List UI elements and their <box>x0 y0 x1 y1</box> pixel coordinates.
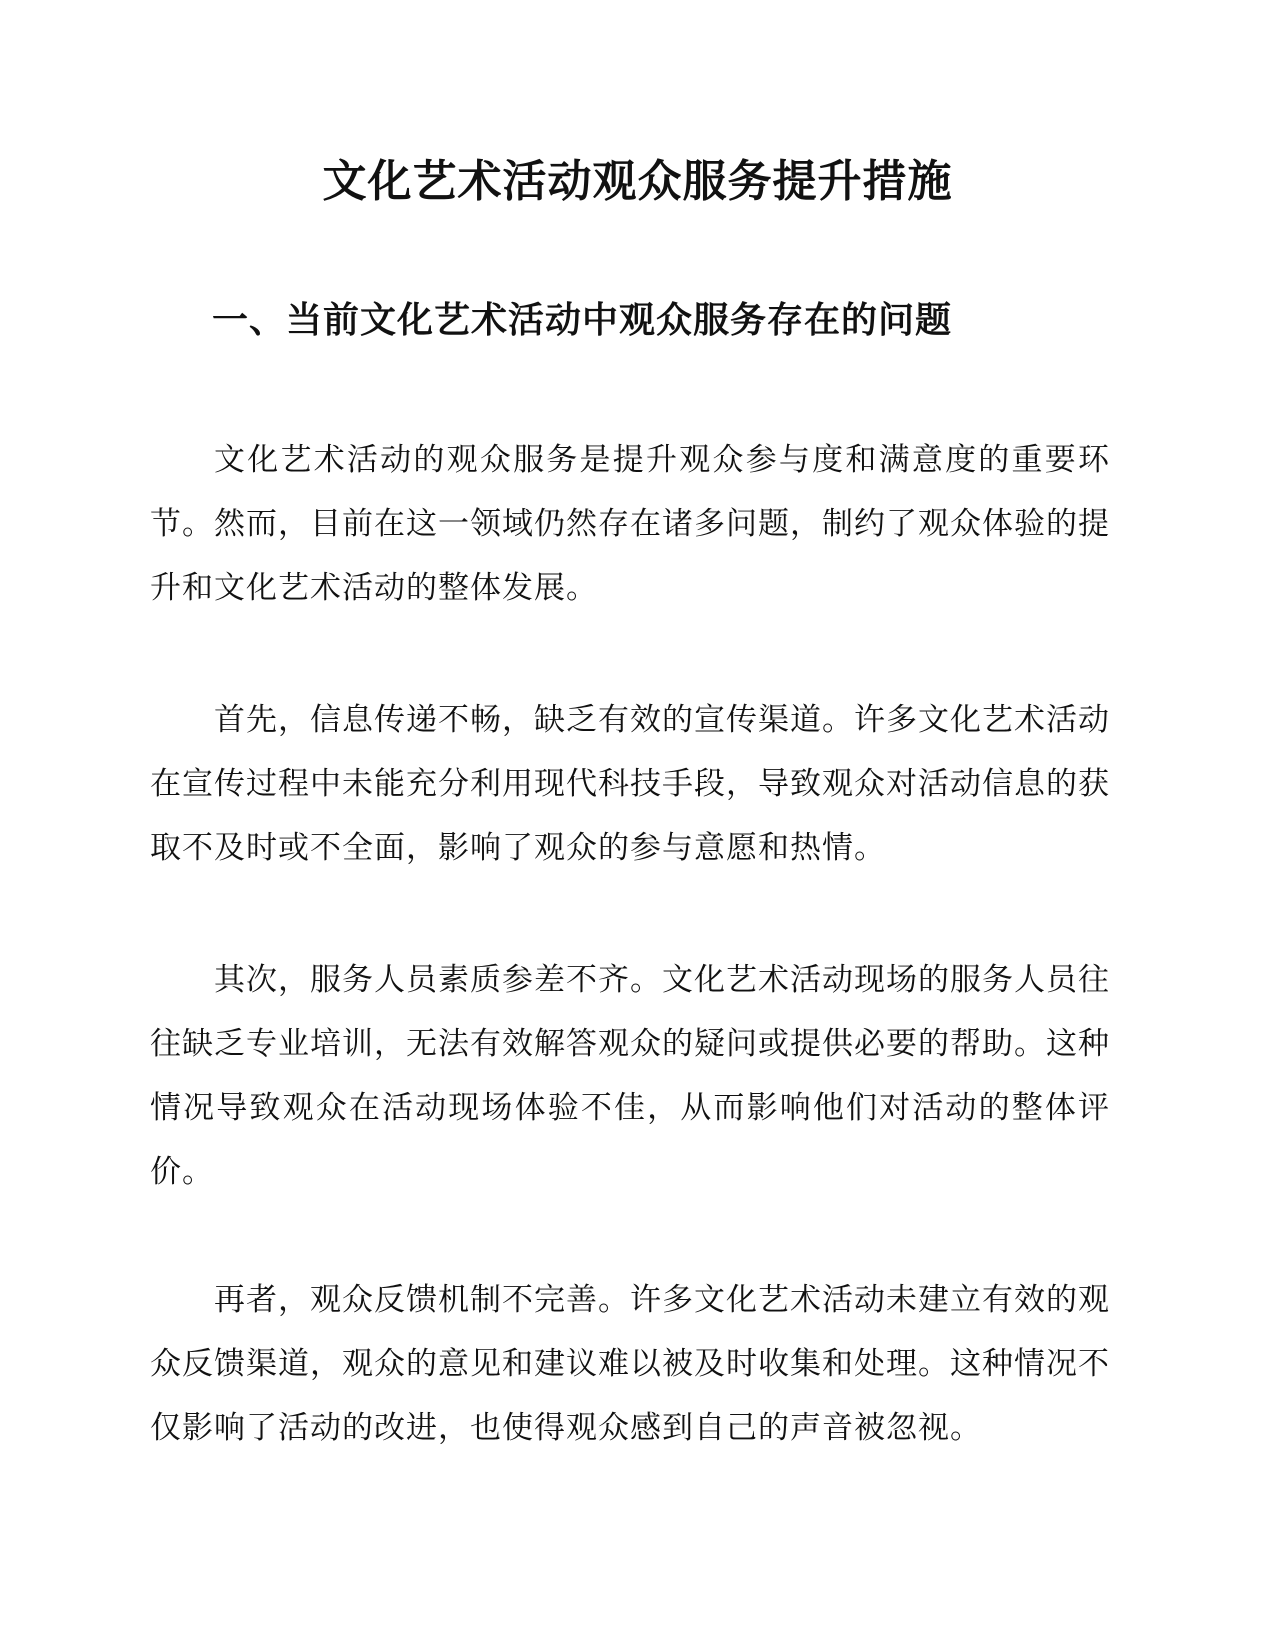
paragraph-feedback: 再者，观众反馈机制不完善。许多文化艺术活动未建立有效的观众反馈渠道，观众的意见和建议难以被及时收集和处理。这种情况不仅影响了活动的改进，也使得观众感到自己的声音被忽视。 <box>150 1282 1110 1446</box>
paragraph-information: 首先，信息传递不畅，缺乏有效的宣传渠道。许多文化艺术活动在宣传过程中未能充分利用现代科技手段，导致观众对活动信息的获取不及时或不全面，影响了观众的参与意愿和热情。 <box>150 702 1110 866</box>
paragraph-intro: 文化艺术活动的观众服务是提升观众参与度和满意度的重要环节。然而，目前在这一领域仍然存在诸多问题，制约了观众体验的提升和文化艺术活动的整体发展。 <box>150 442 1110 606</box>
section-heading: 一、当前文化艺术活动中观众服务存在的问题 <box>212 300 953 341</box>
paragraph-staff: 其次，服务人员素质参差不齐。文化艺术活动现场的服务人员往往缺乏专业培训，无法有效解答观众的疑问或提供必要的帮助。这种情况导致观众在活动现场体验不佳，从而影响他们对活动的整体评价。 <box>150 962 1110 1190</box>
document-title: 文化艺术活动观众服务提升措施 <box>322 156 953 207</box>
